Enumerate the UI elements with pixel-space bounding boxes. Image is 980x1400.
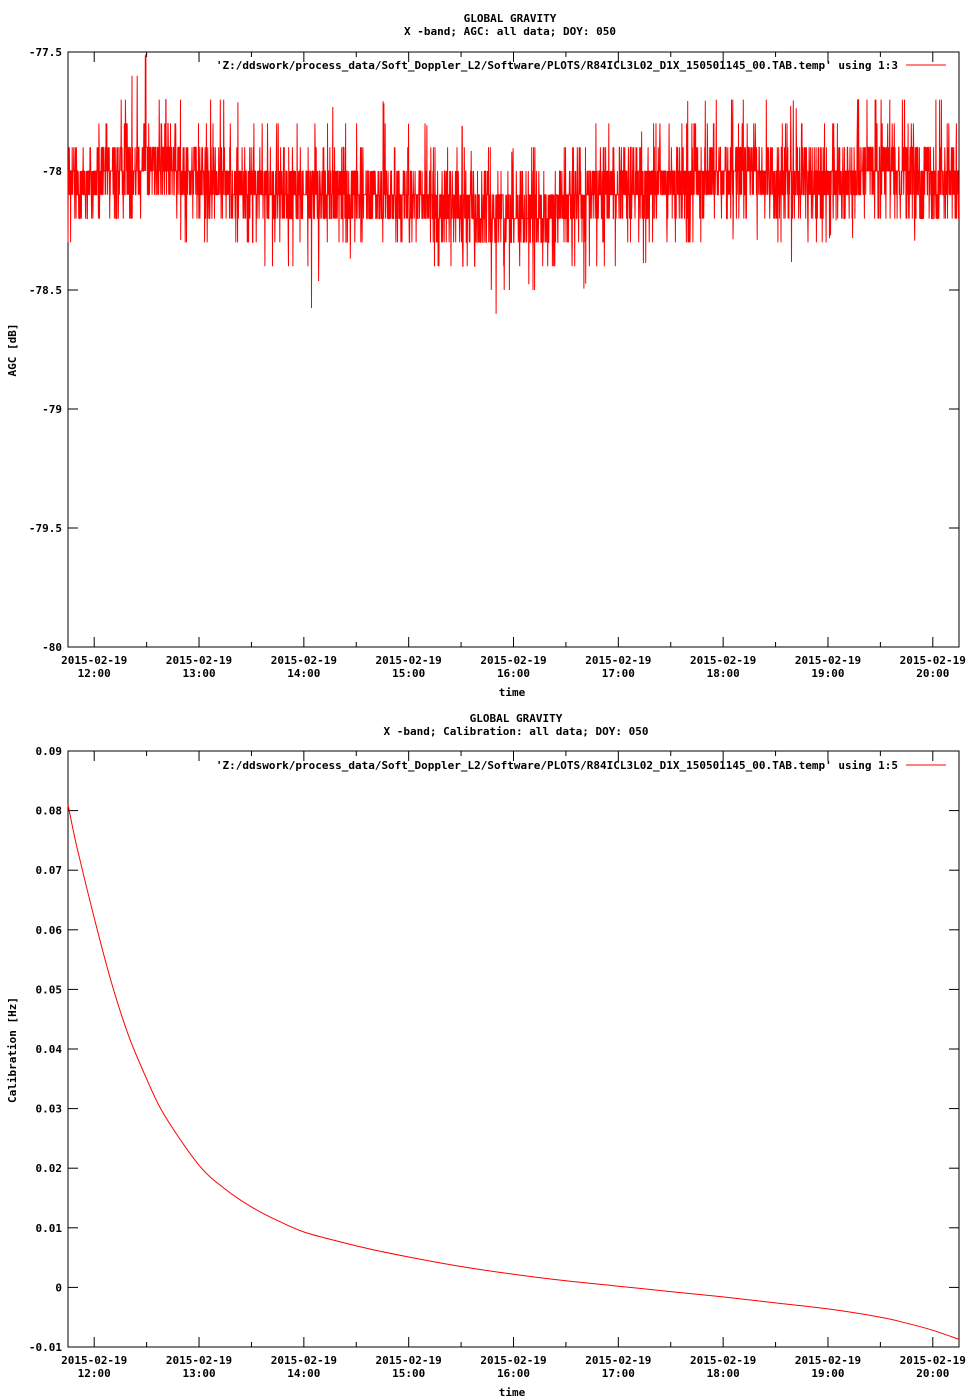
agc-y-tick-label: -78.5 — [28, 284, 62, 297]
calibration-series-path — [68, 805, 959, 1340]
calibration-axes — [29, 745, 966, 1380]
agc-x-tick-date: 2015-02-19 — [899, 654, 966, 667]
agc-plot-frame — [68, 52, 959, 647]
calibration-x-tick-date: 2015-02-19 — [270, 1354, 337, 1367]
agc-x-tick-date: 2015-02-19 — [480, 654, 547, 667]
calibration-legend — [216, 759, 946, 772]
agc-x-tick-time: 12:00 — [77, 667, 111, 680]
calibration-y-tick-label: -0.01 — [28, 1341, 62, 1354]
calibration-x-tick-date: 2015-02-19 — [61, 1354, 128, 1367]
calibration-x-tick-time: 16:00 — [496, 1367, 531, 1380]
agc-chart-title: GLOBAL GRAVITY — [463, 12, 557, 25]
calibration-y-tick-label: 0 — [55, 1281, 62, 1295]
agc-series-line — [68, 54, 959, 314]
agc-x-tick-time: 13:00 — [182, 667, 216, 680]
calibration-y-tick-label: 0.03 — [35, 1102, 62, 1116]
calibration-x-tick-time: 14:00 — [287, 1367, 321, 1380]
calibration-legend-label: 'Z:/ddswork/process_data/Soft_Doppler_L2/Software/PLOTS/R84ICL3L02_D1X_150501145_00.TAB.temp' using 1:5 — [215, 759, 898, 772]
calibration-y-tick-label: 0.02 — [35, 1162, 62, 1176]
agc-y-axis-label: AGC [dB] — [6, 323, 19, 377]
calibration-x-tick-time: 13:00 — [182, 1367, 216, 1380]
agc-axes — [29, 46, 966, 680]
agc-y-tick-label: -79 — [42, 403, 62, 416]
calibration-y-axis-label: Calibration [Hz] — [6, 997, 19, 1103]
calibration-x-tick-date: 2015-02-19 — [375, 1354, 442, 1367]
agc-x-tick-time: 17:00 — [601, 667, 635, 680]
calibration-plot-frame — [68, 751, 959, 1347]
calibration-x-tick-date: 2015-02-19 — [585, 1354, 652, 1367]
agc-chart-subtitle: X -band; AGC: all data; DOY: 050 — [404, 25, 616, 38]
calibration-chart — [6, 712, 966, 1399]
agc-x-tick-time: 15:00 — [392, 667, 426, 680]
agc-legend — [216, 59, 946, 72]
agc-x-tick-time: 14:00 — [287, 667, 321, 680]
agc-y-tick-label: -77.5 — [28, 46, 62, 59]
agc-legend-label: 'Z:/ddswork/process_data/Soft_Doppler_L2/Software/PLOTS/R84ICL3L02_D1X_150501145_00.TAB.temp' using 1:3 — [215, 59, 898, 72]
agc-x-tick-date: 2015-02-19 — [61, 654, 128, 667]
agc-x-tick-date: 2015-02-19 — [165, 654, 233, 667]
agc-y-tick-label: -80 — [42, 641, 62, 654]
agc-series-path — [68, 54, 959, 314]
calibration-x-tick-date: 2015-02-19 — [794, 1354, 862, 1367]
calibration-x-tick-date: 2015-02-19 — [899, 1354, 966, 1367]
calibration-y-tick-label: 0.08 — [35, 804, 62, 818]
calibration-y-tick-label: 0.09 — [35, 745, 62, 758]
agc-x-tick-date: 2015-02-19 — [794, 654, 862, 667]
agc-chart — [6, 12, 966, 699]
agc-x-tick-date: 2015-02-19 — [585, 654, 652, 667]
calibration-chart-subtitle: X -band; Calibration: all data; DOY: 050 — [383, 725, 649, 738]
calibration-x-axis-label: time — [498, 1386, 526, 1399]
calibration-chart-title: GLOBAL GRAVITY — [469, 712, 563, 725]
agc-x-tick-date: 2015-02-19 — [690, 654, 757, 667]
calibration-series-line — [68, 805, 959, 1340]
calibration-x-tick-time: 20:00 — [916, 1367, 950, 1380]
calibration-y-tick-label: 0.04 — [35, 1043, 62, 1056]
agc-x-tick-time: 19:00 — [811, 667, 845, 680]
calibration-x-tick-time: 19:00 — [811, 1367, 845, 1380]
agc-x-tick-time: 18:00 — [706, 667, 740, 680]
agc-x-tick-date: 2015-02-19 — [270, 654, 337, 667]
calibration-x-tick-date: 2015-02-19 — [690, 1354, 757, 1367]
agc-y-tick-label: -79.5 — [28, 522, 62, 535]
calibration-y-tick-label: 0.06 — [35, 923, 62, 937]
calibration-x-tick-time: 18:00 — [706, 1367, 740, 1380]
calibration-y-tick-label: 0.07 — [35, 864, 62, 878]
calibration-y-tick-label: 0.05 — [35, 983, 62, 997]
calibration-x-tick-time: 15:00 — [392, 1367, 426, 1380]
agc-x-tick-date: 2015-02-19 — [375, 654, 442, 667]
agc-x-tick-time: 20:00 — [916, 667, 950, 680]
calibration-x-tick-date: 2015-02-19 — [165, 1354, 233, 1367]
calibration-y-tick-label: 0.01 — [35, 1221, 62, 1235]
calibration-x-tick-date: 2015-02-19 — [480, 1354, 547, 1367]
calibration-x-tick-time: 12:00 — [77, 1367, 111, 1380]
agc-x-tick-time: 16:00 — [496, 667, 531, 680]
agc-y-tick-label: -78 — [42, 165, 62, 178]
calibration-x-tick-time: 17:00 — [601, 1367, 635, 1380]
agc-x-axis-label: time — [498, 686, 526, 699]
